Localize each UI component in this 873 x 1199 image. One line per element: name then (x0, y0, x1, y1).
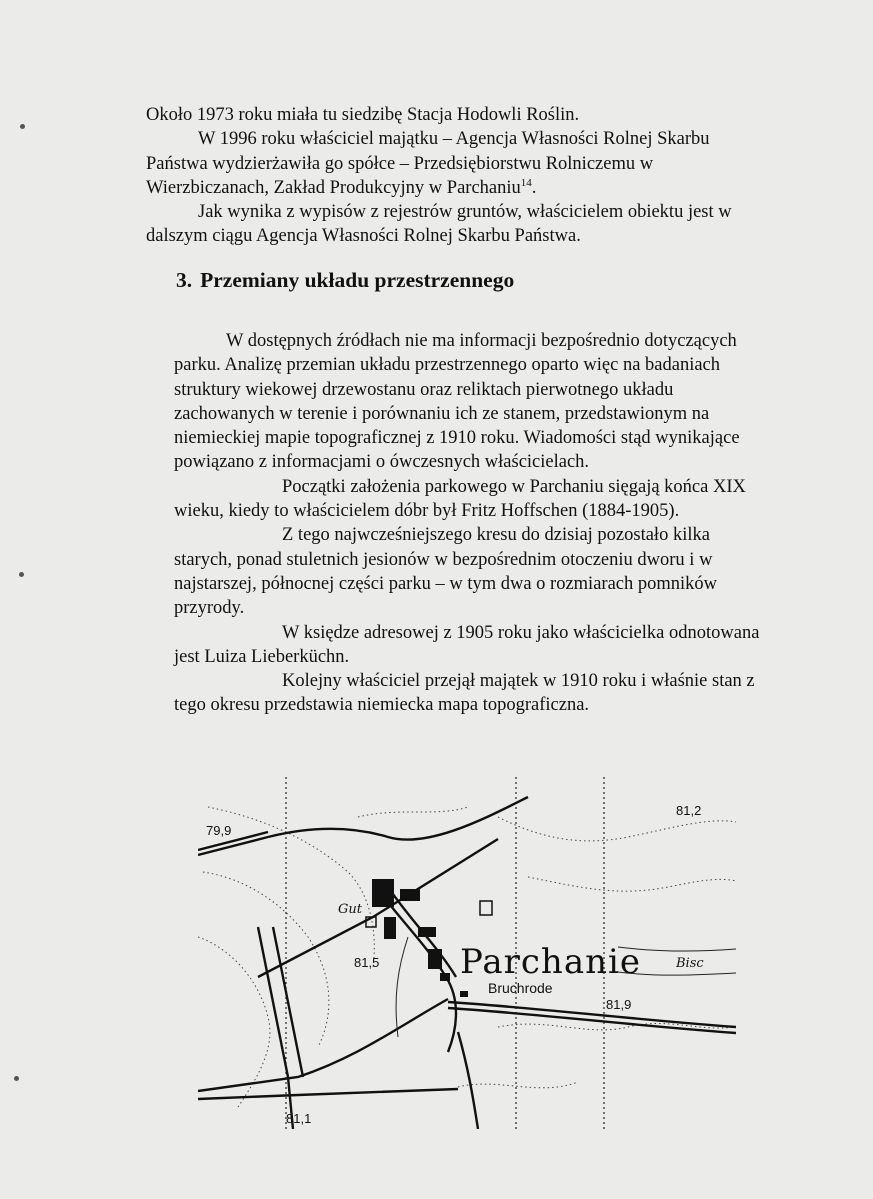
punch-hole-mark (14, 1076, 19, 1081)
map-drawing (198, 777, 736, 1129)
road-label: Bisc (676, 956, 704, 971)
section-title: Przemiany układu przestrzennego (200, 268, 515, 292)
paragraph: W dostępnych źródłach nie ma informacji bezpośrednio dotyczących parku. Analizę przemian układu przestrzennego oparto więc na badaniach struktury wiekowej drzewostanu oraz reliktach pierwotnego układu zachowanych w terenie i porównaniu ich ze stanem, przedstawionym na niemieckiej mapie topograficznej z 1910 roku. Wiadomości stąd wynikające powiązano z informacjami o ówczesnych właścicielach. (174, 331, 740, 473)
topographic-map (198, 777, 736, 1129)
paragraph: Jak wynika z wypisów z rejestrów gruntów, właścicielem obiektu jest w dalszym ciągu Agencja Własności Rolnej Skarbu Państwa. (146, 202, 732, 247)
elevation-label: 79,9 (206, 823, 232, 838)
paragraph: Z tego najwcześniejszego kresu do dzisiaj pozostało kilka starych, ponad stuletnich jesionów w bezpośrednim otoczeniu dworu i w najstarszej, północnej części parku – w tym dwa o rozmiarach pomników przyrody. (174, 525, 718, 619)
elevation-label: 81,9 (606, 997, 632, 1012)
paragraph: Kolejny właściciel przejął majątek w 1910 roku i właśnie stan z tego okresu przedstawia niemiecka mapa topograficzna. (174, 671, 755, 716)
german-name-label: Bruchrode (488, 980, 553, 996)
elevation-label: 81,5 (354, 955, 380, 970)
section-heading (176, 268, 514, 293)
footnote-marker: 14 (520, 176, 532, 189)
manor-label: Gut (338, 902, 362, 917)
punch-hole-mark (20, 124, 25, 129)
section-number: 3. (176, 268, 193, 292)
body-text-block (174, 329, 762, 718)
top-text-block (146, 103, 746, 249)
paragraph: W księdze adresowej z 1905 roku jako właścicielka odnotowana jest Luiza Lieberküchn. (174, 622, 760, 667)
elevation-label: 81,2 (676, 803, 702, 818)
village-name-label: Parchanie (460, 942, 641, 982)
elevation-label: 81,1 (286, 1111, 312, 1126)
paragraph: Początki założenia parkowego w Parchaniu sięgają końca XIX wieku, kiedy to właścicielem dóbr był Fritz Hoffschen (1884-1905). (174, 476, 746, 522)
paragraph: W 1996 roku właściciel majątku – Agencja Własności Rolnej Skarbu Państwa wydzierżawiła go spółce – Przedsiębiorstwu Rolniczemu w Wierzbiczanach, Zakład Produkcyjny w Parchaniu$^{14}$. (146, 129, 710, 198)
paragraph: Około 1973 roku miała tu siedzibę Stacja Hodowli Roślin. (146, 105, 580, 125)
punch-hole-mark (19, 572, 24, 577)
